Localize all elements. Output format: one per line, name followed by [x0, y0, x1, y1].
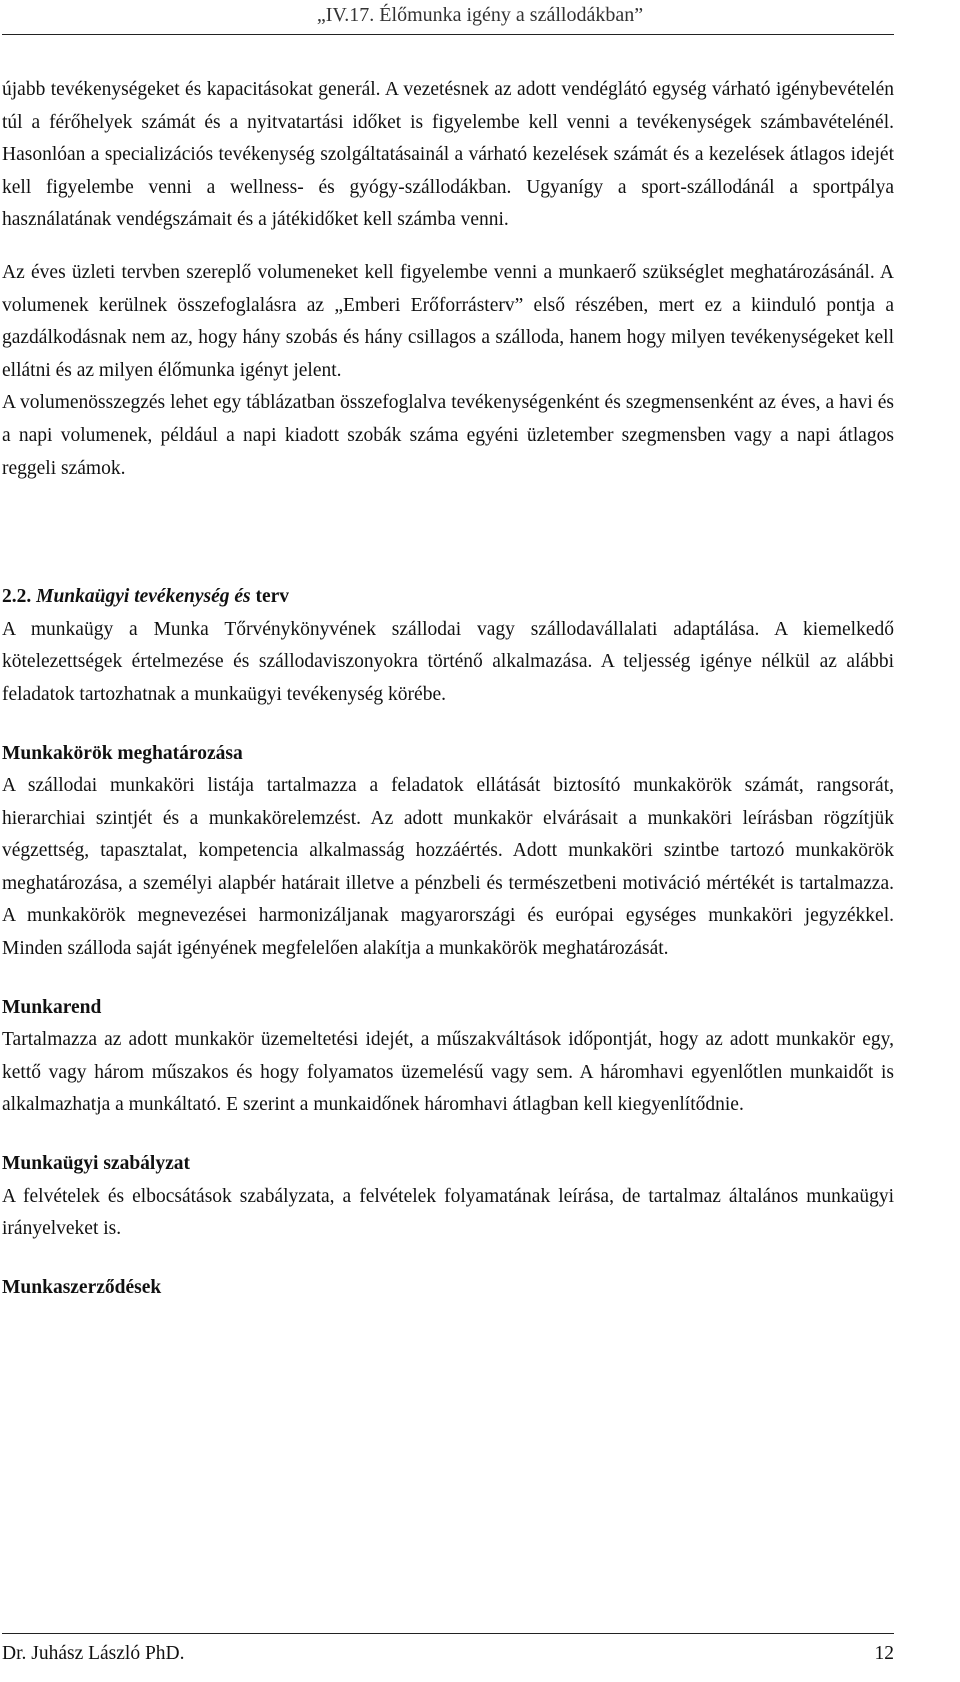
footer-divider — [2, 1633, 894, 1634]
paragraph-volumes-intro: újabb tevékenységeket és kapacitásokat generál. A vezetésnek az adott vendéglátó egység várható igénybevételén túl a férőhelyek számát és a nyitvatartási időket is figyelembe kell venni a tevékenységek számbavételénél. Hasonlóan a specializációs tevékenység szolgáltatásainál a várható kezelések számát és a kezelések átlagos idejét kell figyelembe venni a wellness- és gyógy-szállodákban. Ugyanígy a sport-szállodánál a sportpálya használatának vendégszámait és a játékidőket kell számba venni. — [2, 79, 894, 231]
header-divider — [2, 34, 894, 35]
subheading-work-schedule: Munkarend — [2, 996, 102, 1018]
subheading-labor-regulations: Munkaügyi szabályzat — [2, 1153, 190, 1175]
section-title-italic: Munkaügyi tevékenység és — [36, 586, 251, 608]
paragraph-work-schedule: Tartalmazza az adott munkakör üzemeltetési idejét, a műszakváltások időpontját, hogy az adott munkakör egy, kettő vagy három műszakos és hogy folyamatos üzemelésű vagy sem. A háromhavi egyenlőtlen munkaidőt is alkalmazhatja a munkáltató. E szerint a munkaidőnek háromhavi átlagban kell kiegyenlítődnie. — [2, 1029, 894, 1116]
section-title-rest: terv — [255, 586, 290, 608]
section-number: 2.2. — [2, 586, 32, 608]
paragraph-labor-affairs: A munkaügy a Munka Tőrvénykönyvének szállodai vagy szállodavállalati adaptálása. A kiemelkedő kötelezettségek értelmezése és szállodaviszonyokra történő alkalmazása. A teljesség igénye nélkül az alábbi feladatok tartozhatnak a munkaügyi tevékenység körébe. — [2, 618, 894, 705]
page-header-title: „IV.17. Élőmunka igény a szállodákban” — [316, 4, 644, 26]
subheading-job-roles: Munkakörök meghatározása — [2, 742, 243, 764]
paragraph-volume-summary: A volumenösszegzés lehet egy táblázatban összefoglalva tevékenységenként és szegmensenként az éves, a havi és a napi volumenek, például a napi kiadott szobák száma egyéni üzletember szegmensben vagy a napi átlagos reggeli számok. — [2, 392, 894, 479]
footer-author: Dr. Juhász László PhD. — [2, 1643, 185, 1664]
paragraph-job-roles: A szállodai munkaköri listája tartalmazza a feladatok ellátását biztosító munkakörök számát, rangsorát, hierarchiai szintjét és a munkakörelemzést. Az adott munkakör elvárásait a munkaköri leírásban rögzítjük végzettség, tapasztalat, kompetencia alkalmasság hozzáértés. Adott munkaköri szintbe tartozó munkakörök meghatározása, a személyi alapbér határait illetve a pénzbeli és természetbeni motiváció mértékét is tartalmazza. A munkakörök megnevezései harmonizáljanak magyarországi és európai egységes munkaköri jegyzékkel. Minden szálloda saját igényének megfelelően alakítja a munkakörök meghatározását. — [2, 775, 894, 960]
section-heading — [2, 581, 894, 614]
document-body — [2, 74, 894, 1304]
paragraph-annual-plan: Az éves üzleti tervben szereplő volumeneket kell figyelembe venni a munkaerő szükséglet meghatározásánál. A volumenek kerülnek összefoglalásra az „Emberi Erőforrásterv” első részében, mert ez a kiinduló pontja a gazdálkodásnak nem az, hogy hány szobás és hány csillagos a szálloda, hanem hogy milyen tevékenységeket kell ellátni és az milyen élőmunka igényt jelent. — [2, 261, 894, 381]
paragraph-labor-regulations: A felvételek és elbocsátások szabályzata, a felvételek folyamatának leírása, de tartalmaz általános munkaügyi irányelveket is. — [2, 1185, 894, 1240]
subheading-contracts: Munkaszerződések — [2, 1276, 162, 1298]
footer-page-number: 12 — [874, 1643, 894, 1664]
